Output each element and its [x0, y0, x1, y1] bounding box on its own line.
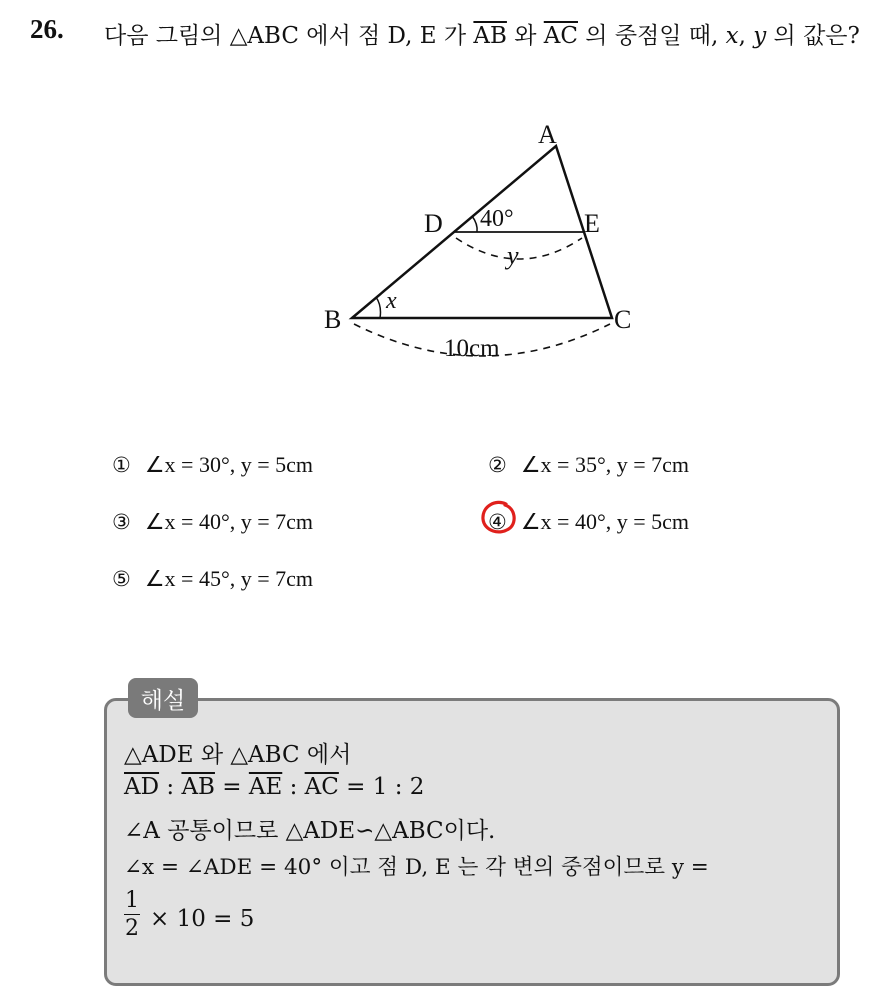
segment-ac: $\overline{AC}$ — [543, 23, 578, 49]
choice-1-text: ∠x = 30°, y = 5cm — [144, 452, 314, 477]
question-text-part3: 의 중점일 때, — [577, 23, 726, 49]
choice-4[interactable] — [488, 509, 689, 535]
fraction-numerator: 1 — [125, 888, 139, 913]
variable-y: y — [753, 23, 767, 49]
choice-4-text: ∠x = 40°, y = 5cm — [520, 509, 690, 534]
fraction-one-half — [124, 888, 140, 941]
solution-line-5: × 10 = 5 — [150, 906, 255, 932]
choice-2-text: ∠x = 35°, y = 7cm — [520, 452, 690, 477]
question-text-part4: 의 값은? — [766, 23, 860, 49]
label-d: D — [424, 209, 443, 238]
choice-2[interactable] — [488, 452, 689, 478]
choice-1-mark: ① — [112, 453, 131, 477]
dimension-arc-de — [456, 238, 582, 259]
choice-5-text: ∠x = 45°, y = 7cm — [144, 566, 314, 591]
choice-4-mark: ④ — [488, 510, 507, 534]
fraction-bar — [124, 914, 140, 915]
choice-2-mark: ② — [488, 453, 507, 477]
choice-1[interactable] — [112, 452, 313, 478]
solution-line-1: △ADE 와 △ABC 에서 — [124, 742, 352, 768]
length-label-y: y — [507, 241, 519, 270]
solution-line-4: ∠x = ∠ADE = 40° 이고 점 D, E 는 각 변의 중점이므로 y = — [124, 855, 709, 880]
triangle-figure — [0, 0, 884, 420]
choice-5-mark: ⑤ — [112, 567, 131, 591]
angle-arc-b — [376, 297, 381, 318]
fraction-denominator: 2 — [125, 916, 139, 941]
choice-5[interactable] — [112, 566, 313, 592]
solution-line-2 — [124, 774, 424, 800]
angle-label-40: 40° — [480, 206, 514, 232]
solution-tab: 해설 — [128, 678, 198, 718]
label-e: E — [584, 209, 600, 238]
ratio-value: = 1 : 2 — [338, 774, 425, 800]
choice-3-mark: ③ — [112, 510, 131, 534]
ratio-sep-1: : — [159, 774, 182, 800]
ratio-equals: = — [214, 774, 249, 800]
question-number: 26. — [30, 14, 64, 44]
segment-ad: $\overline{AD}$ — [124, 774, 160, 800]
question-text-part1: 다음 그림의 △ABC 에서 점 D, E 가 — [104, 23, 474, 49]
question-comma: , — [738, 23, 754, 49]
answer-circle-mark — [478, 498, 518, 538]
variable-x: x — [725, 23, 739, 49]
length-label-bc: 10cm — [444, 335, 500, 362]
ratio-sep-2: : — [282, 774, 305, 800]
segment-ab: $\overline{AB}$ — [473, 23, 507, 49]
segment-ab-solution: $\overline{AB}$ — [181, 774, 215, 800]
choice-3-text: ∠x = 40°, y = 7cm — [144, 509, 314, 534]
angle-arc-d — [472, 216, 477, 232]
choice-3[interactable] — [112, 509, 313, 535]
segment-ae: $\overline{AE}$ — [248, 774, 283, 800]
question-text-part2: 와 — [506, 23, 544, 49]
solution-line-3: ∠A 공통이므로 △ADE∽△ABC이다. — [124, 818, 496, 844]
segment-ac-solution: $\overline{AC}$ — [304, 774, 339, 800]
angle-label-x: x — [386, 288, 397, 314]
label-c: C — [614, 305, 632, 334]
label-b: B — [324, 305, 342, 334]
label-a: A — [538, 120, 557, 149]
